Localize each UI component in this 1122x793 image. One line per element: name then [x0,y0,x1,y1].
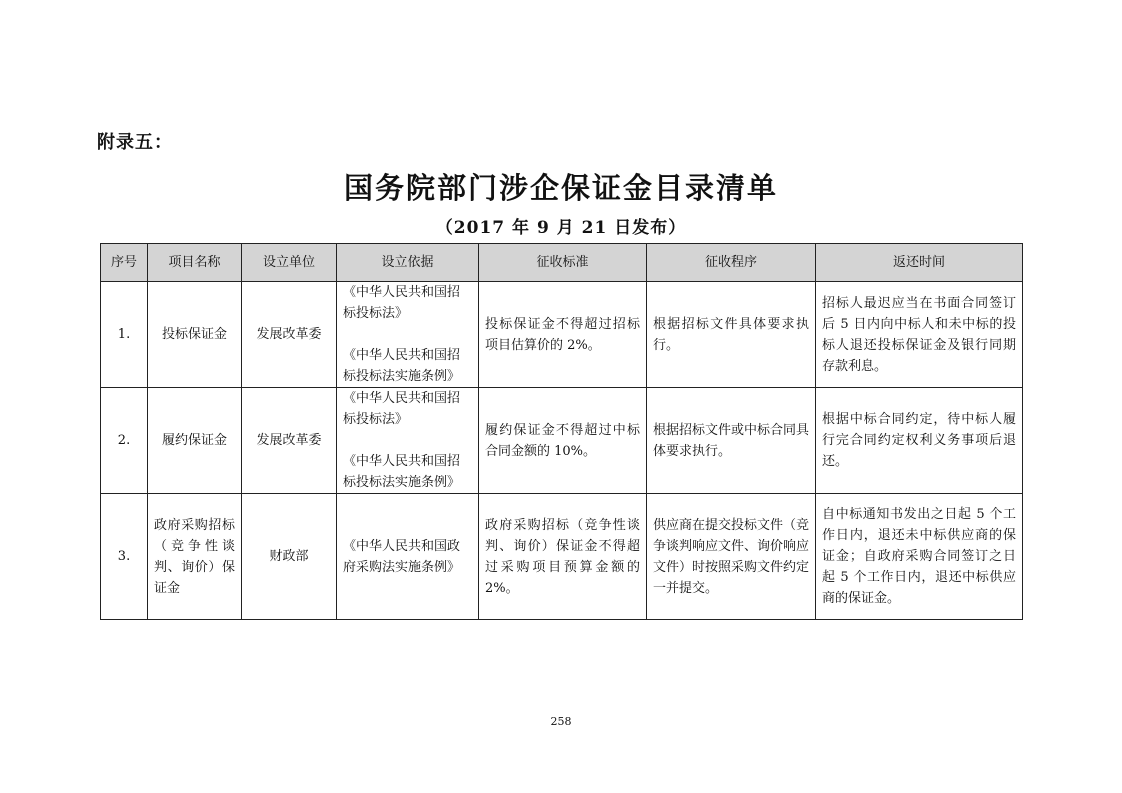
page-number: 258 [550,715,572,728]
row-procedure: 根据招标文件具体要求执行。 [647,282,816,388]
row-no: 3. [101,494,148,620]
row-procedure: 根据招标文件或中标合同具体要求执行。 [647,388,816,494]
row-basis [337,282,479,388]
header-unit: 设立单位 [242,244,337,282]
row-return-time: 招标人最迟应当在书面合同签订后 5 日内向中标人和未中标的投标人退还投标保证金及银行同期存款利息。 [816,282,1023,388]
header-basis: 设立依据 [337,244,479,282]
row-unit: 发展改革委 [242,388,337,494]
row-no: 2. [101,388,148,494]
header-procedure: 征收程序 [647,244,816,282]
row-name: 政府采购招标（竞争性谈判、询价）保证金 [148,494,242,620]
basis-item: 《中华人民共和国政府采购法实施条例》 [343,538,461,575]
row-unit: 财政部 [242,494,337,620]
row-procedure: 供应商在提交投标文件（竞争谈判响应文件、询价响应文件）时按照采购文件约定一并提交。 [647,494,816,620]
row-unit: 发展改革委 [242,282,337,388]
header-no: 序号 [101,244,148,282]
row-standard: 政府采购招标（竞争性谈判、询价）保证金不得超过采购项目预算金额的 2%。 [479,494,647,620]
table-row [101,282,1023,388]
row-return-time: 自中标通知书发出之日起 5 个工作日内，退还未中标供应商的保证金；自政府采购合同签订之日起 5 个工作日内，退还中标供应商的保证金。 [816,494,1023,620]
table-row [101,388,1023,494]
row-name: 投标保证金 [148,282,242,388]
publish-date-subtitle: （2017 年 9 月 21 日发布） [435,218,687,238]
table-header-row [101,244,1023,282]
row-no: 1. [101,282,148,388]
row-basis [337,494,479,620]
row-return-time: 根据中标合同约定，待中标人履行完合同约定权利义务事项后退还。 [816,388,1023,494]
basis-item: 《中华人民共和国招标投标法实施条例》 [343,348,461,384]
row-name: 履约保证金 [148,388,242,494]
row-basis [337,388,479,494]
page-title: 国务院部门涉企保证金目录清单 [343,171,778,205]
row-standard: 投标保证金不得超过招标项目估算价的 2%。 [479,282,647,388]
deposit-list-table [100,243,1023,620]
appendix-label: 附录五： [97,132,173,153]
header-standard: 征收标准 [479,244,647,282]
basis-item: 《中华人民共和国招标投标法实施条例》 [343,454,461,490]
header-return-time: 返还时间 [816,244,1023,282]
table-row [101,494,1023,620]
basis-item: 《中华人民共和国招标投标法》 [343,391,461,427]
basis-item: 《中华人民共和国招标投标法》 [343,285,461,321]
row-standard: 履约保证金不得超过中标合同金额的 10%。 [479,388,647,494]
header-name: 项目名称 [148,244,242,282]
